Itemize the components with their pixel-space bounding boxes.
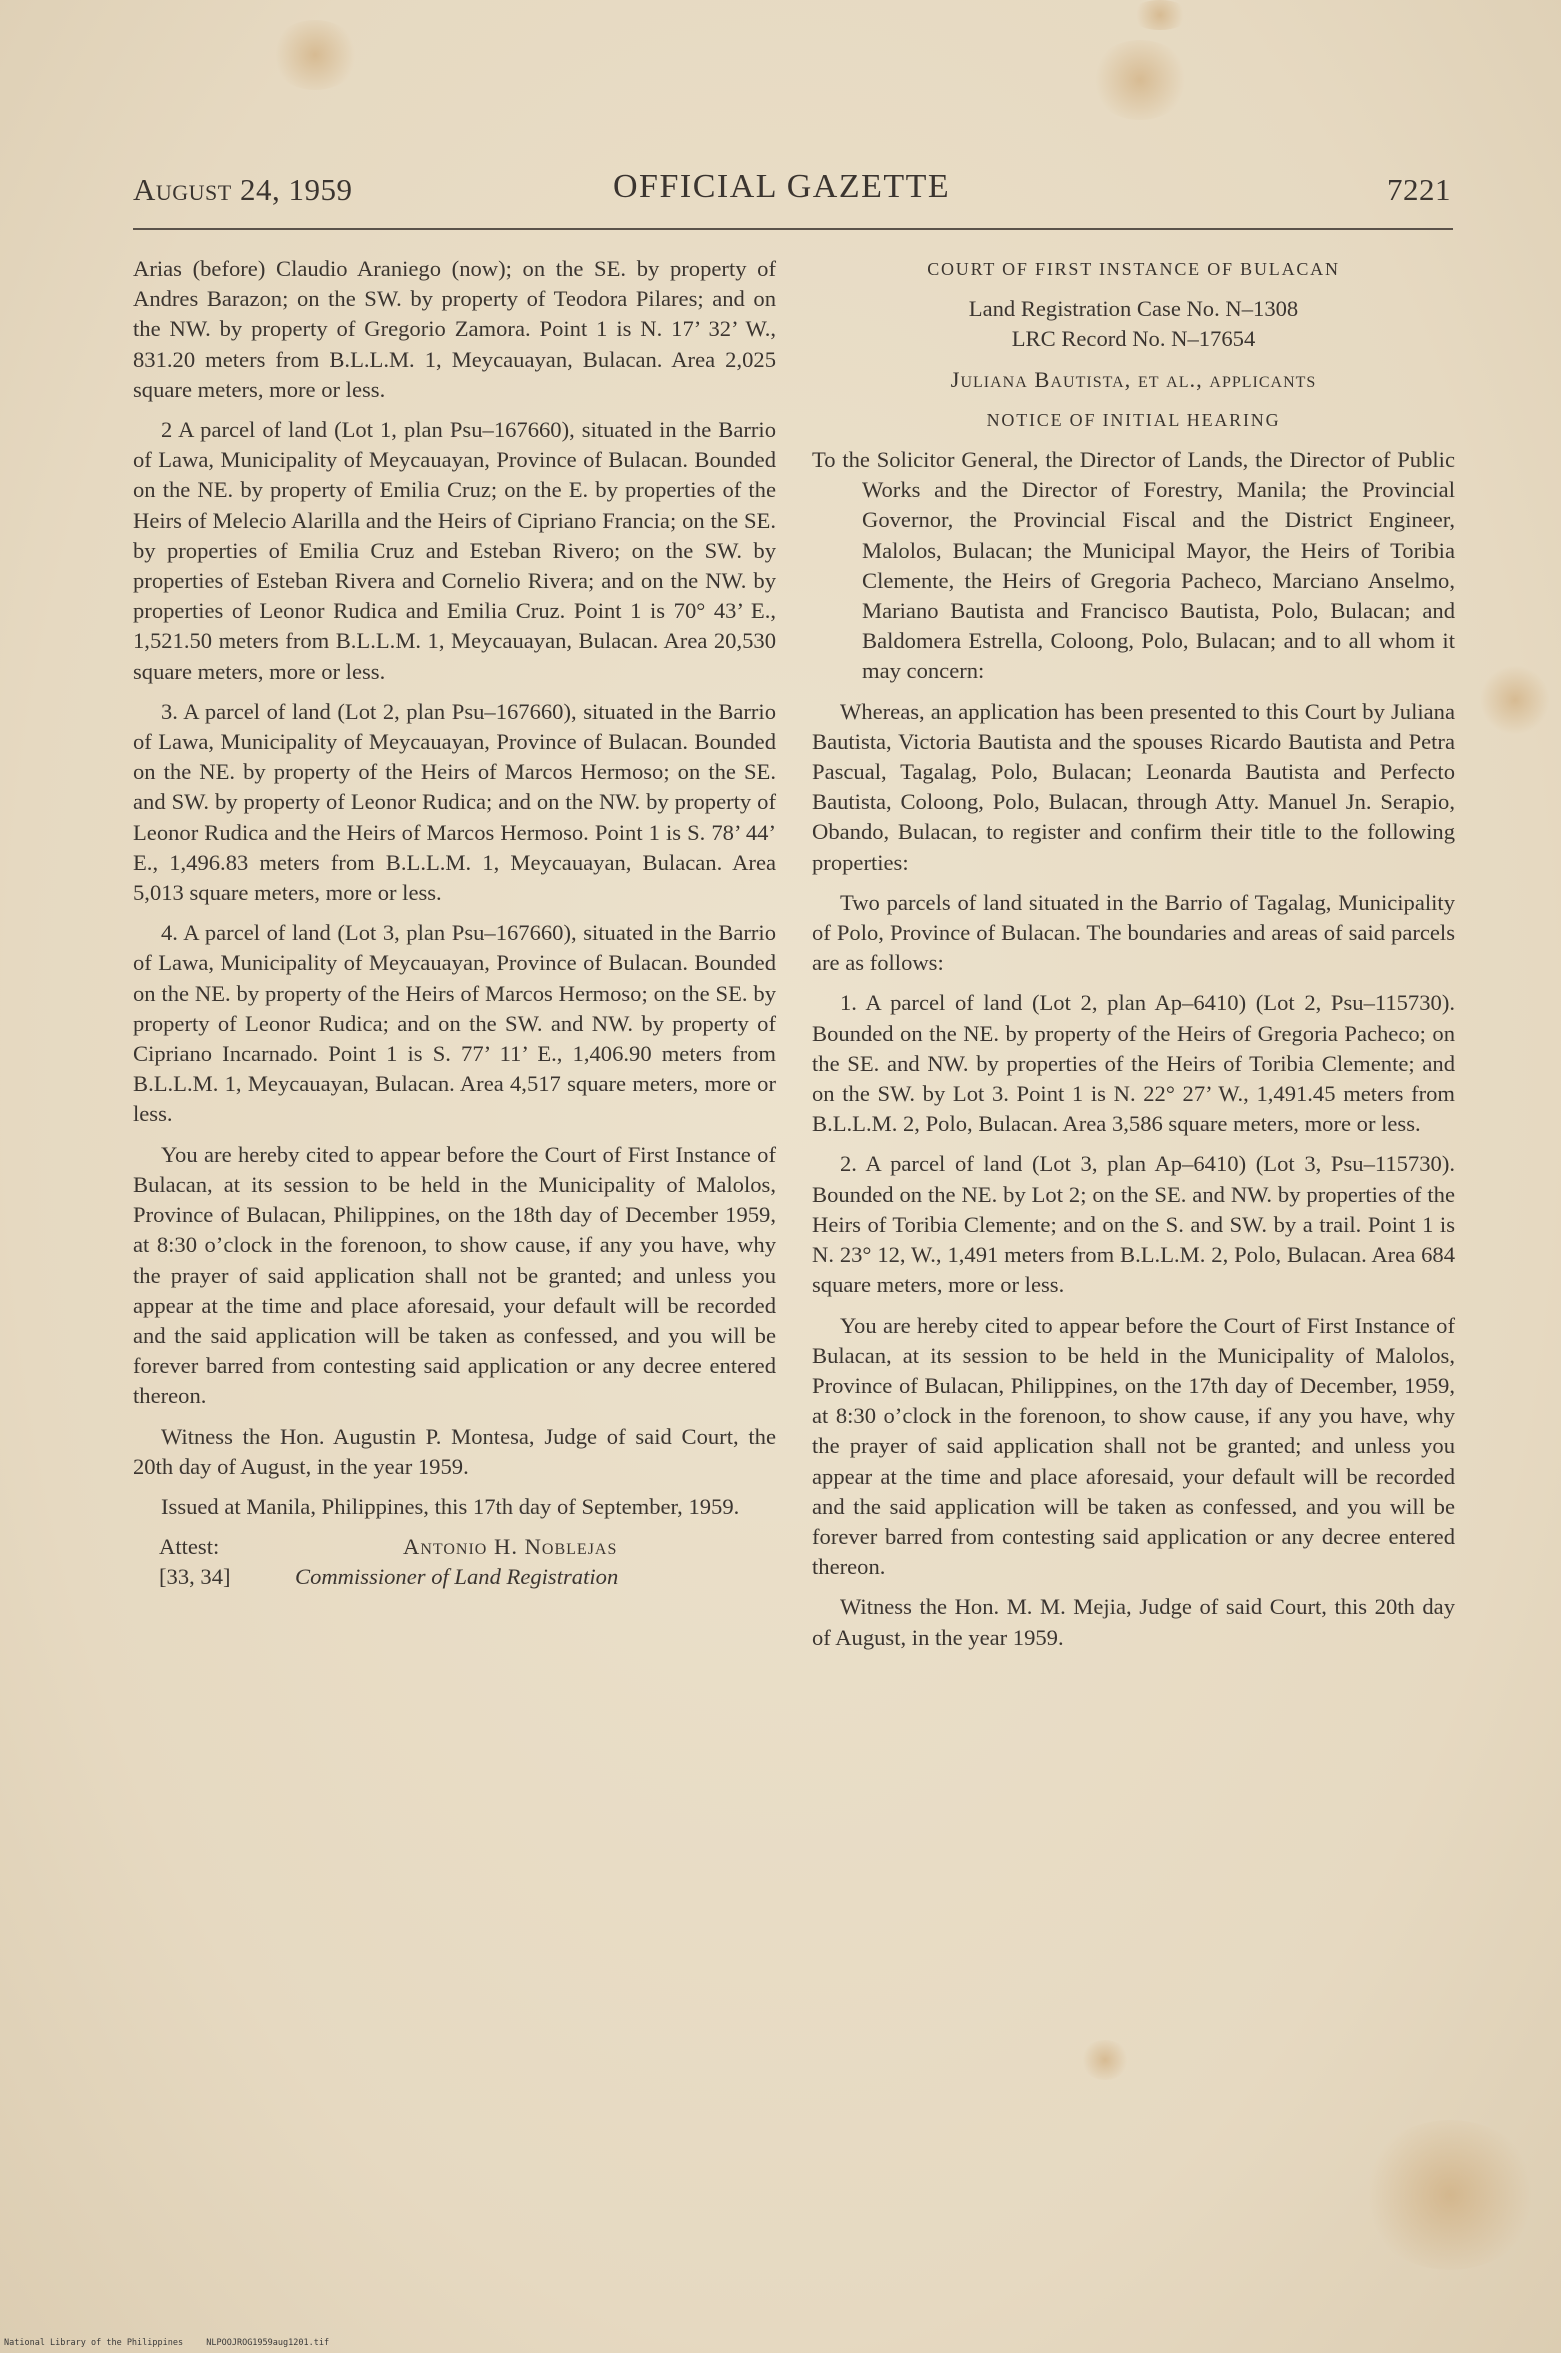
footer-source: National Library of the Philippines — [4, 2338, 184, 2348]
paragraph: 2 A parcel of land (Lot 1, plan Psu–167660), situated in the Barrio of Lawa, Municipality of Meycauayan, Province of Bulacan. Bounded on the NE. by property of Emilia Cruz; on the E. by properties of the Heirs of Melecio Alarilla and the Heirs of Cipriano Francia; on the SE. by properties of Emilia Cruz and Esteban Rivero; on the SW. by properties of Esteban Rivera and Cornelio Rivera; and on the NW. by properties of Leonor Rudica and Emilia Cruz. Point 1 is 70° 43’ E., 1,521.50 meters from B.L.L.M. 1, Meycauayan, Bulacan. Area 20,530 square meters, more or less. — [133, 417, 776, 684]
attest-name: Antonio H. Noblejas — [403, 1534, 618, 1560]
stain-mark — [1130, 0, 1190, 30]
attest-title: Commissioner of Land Registration — [295, 1564, 619, 1590]
footer-file: NLPOOJROG1959aug1201.tif — [206, 2338, 330, 2348]
paragraph: You are hereby cited to appear before the Court of First Instance of Bulacan, at its session to be held in the Municipality of Malolos, Province of Bulacan, Philippines, on the 18th day of December 1959, at 8:30 o’clock in the forenoon, to show cause, if any you have, why the prayer of said application shall not be granted; and unless you appear at the time and place aforesaid, your default will be recorded and the said application will be taken as confessed, and you will be forever barred from contesting said application or any decree entered thereon. — [133, 1141, 776, 1409]
paragraph: You are hereby cited to appear before the Court of First Instance of Bulacan, at its session to be held in the Municipality of Malolos, Province of Bulacan, Philippines, on the 17th day of December, 1959, at 8:30 o’clock in the forenoon, to show cause, if any you have, why the prayer of said application shall not be granted; and unless you appear at the time and place aforesaid, your default will be recorded and the said application will be taken as confessed, and you will be forever barred from contesting said application or any decree entered thereon. — [812, 1312, 1455, 1580]
paragraph: Witness the Hon. M. M. Mejia, Judge of said Court, this 20th day of August, in the year 1959. — [812, 1594, 1455, 1650]
paragraph: 1. A parcel of land (Lot 2, plan Ap–6410) (Lot 2, Psu–115730). Bounded on the NE. by property of the Heirs of Gregoria Pacheco; on the SE. and NW. by properties of the Heirs of Toribia Clemente; and on the SW. by Lot 3. Point 1 is N. 22° 27’ W., 1,491.45 meters from B.L.L.M. 2, Polo, Bulacan. Area 3,586 square meters, more or less. — [812, 990, 1455, 1137]
paragraph: 3. A parcel of land (Lot 2, plan Psu–167660), situated in the Barrio of Lawa, Municipality of Meycauayan, Province of Bulacan. Bounded on the NE. by property of the Heirs of Marcos Hermoso; on the SE. and SW. by property of Leonor Rudica; and on the NW. by property of Leonor Rudica and the Heirs of Marcos Hermoso. Point 1 is S. 78’ 44’ E., 1,496.83 meters from B.L.L.M. 1, Meycauayan, Bulacan. Area 5,013 square meters, more or less. — [133, 698, 776, 906]
paragraph: Whereas, an application has been presented to this Court by Juliana Bautista, Victoria Bautista and the spouses Ricardo Bautista and Petra Pascual, Tagalag, Polo, Bulacan; Leonarda Bautista and Perfecto Bautista, Coloong, Polo, Bulacan, through Atty. Manuel Jn. Serapio, Obando, Bulacan, to register and confirm their title to the following properties: — [812, 698, 1455, 875]
paragraph: Arias (before) Claudio Araniego (now); on the SE. by property of Andres Barazon; on the SW. by property of Teodora Pilares; and on the NW. by property of Gregorio Zamora. Point 1 is N. 17’ 32’ W., 831.20 meters from B.L.L.M. 1, Meycauayan, Bulacan. Area 2,025 square meters, more or less. — [133, 256, 776, 402]
paragraph: Issued at Manila, Philippines, this 17th day of September, 1959. — [161, 1493, 740, 1519]
attestation-block — [133, 1532, 776, 1594]
stain-mark — [1480, 665, 1550, 735]
notice-heading: NOTICE OF INITIAL HEARING — [986, 409, 1281, 430]
left-column — [133, 254, 776, 1594]
page-header — [133, 168, 1453, 208]
page-number: 7221 — [1387, 172, 1451, 207]
header-rule — [133, 228, 1453, 230]
stain-mark — [1080, 2040, 1130, 2080]
stain-mark — [1360, 2120, 1540, 2270]
stain-mark — [1090, 40, 1190, 120]
issue-date: August 24, 1959 — [133, 172, 353, 207]
paragraph: Two parcels of land situated in the Barrio of Tagalag, Municipality of Polo, Province of Bulacan. The boundaries and areas of said parcels are as follows: — [812, 889, 1455, 976]
publication-title: OFFICIAL GAZETTE — [613, 168, 951, 205]
case-number: Land Registration Case No. N–1308 — [968, 296, 1299, 322]
paragraph: Witness the Hon. Augustin P. Montesa, Judge of said Court, the 20th day of August, in the year 1959. — [133, 1423, 776, 1479]
scan-footer — [4, 2338, 347, 2348]
paragraph: 2. A parcel of land (Lot 3, plan Ap–6410) (Lot 3, Psu–115730). Bounded on the NE. by Lot 2; on the SE. and NW. by properties of the Heirs of Toribia Clemente; and on the S. and SW. by a trail. Point 1 is N. 23° 12, W., 1,491 meters from B.L.L.M. 2, Polo, Bulacan. Area 684 square meters, more or less. — [812, 1151, 1455, 1298]
lrc-record-number: LRC Record No. N–17654 — [1011, 326, 1256, 352]
court-heading: COURT OF FIRST INSTANCE OF BULACAN — [927, 259, 1340, 279]
stain-mark — [270, 20, 360, 90]
applicants-line: Juliana Bautista, et al., applicants — [950, 366, 1317, 392]
right-column — [812, 254, 1455, 1663]
addressees-paragraph: To the Solicitor General, the Director of Lands, the Director of Public Works and the Director of Forestry, Manila; the Provincial Governor, the Provincial Fiscal and the District Engineer, Malolos, Bulacan; the Municipal Mayor, the Heirs of Toribia Clemente, the Heirs of Gregoria Pacheco, Marciano Anselmo, Mariano Bautista and Francisco Bautista, Polo, Bulacan; and Baldomera Estrella, Coloong, Polo, Bulacan; and to all whom it may concern: — [812, 447, 1455, 684]
paragraph: 4. A parcel of land (Lot 3, plan Psu–167660), situated in the Barrio of Lawa, Municipality of Meycauayan, Province of Bulacan. Bounded on the NE. by property of the Heirs of Marcos Hermoso; on the SE. by property of Leonor Rudica; and on the SW. and NW. by property of Cipriano Incarnado. Point 1 is S. 77’ 11’ E., 1,406.90 meters from B.L.L.M. 1, Meycauayan, Bulacan. Area 4,517 square meters, more or less. — [133, 920, 776, 1127]
attest-label: Attest: — [159, 1534, 220, 1560]
reference-number: [33, 34] — [159, 1564, 231, 1590]
